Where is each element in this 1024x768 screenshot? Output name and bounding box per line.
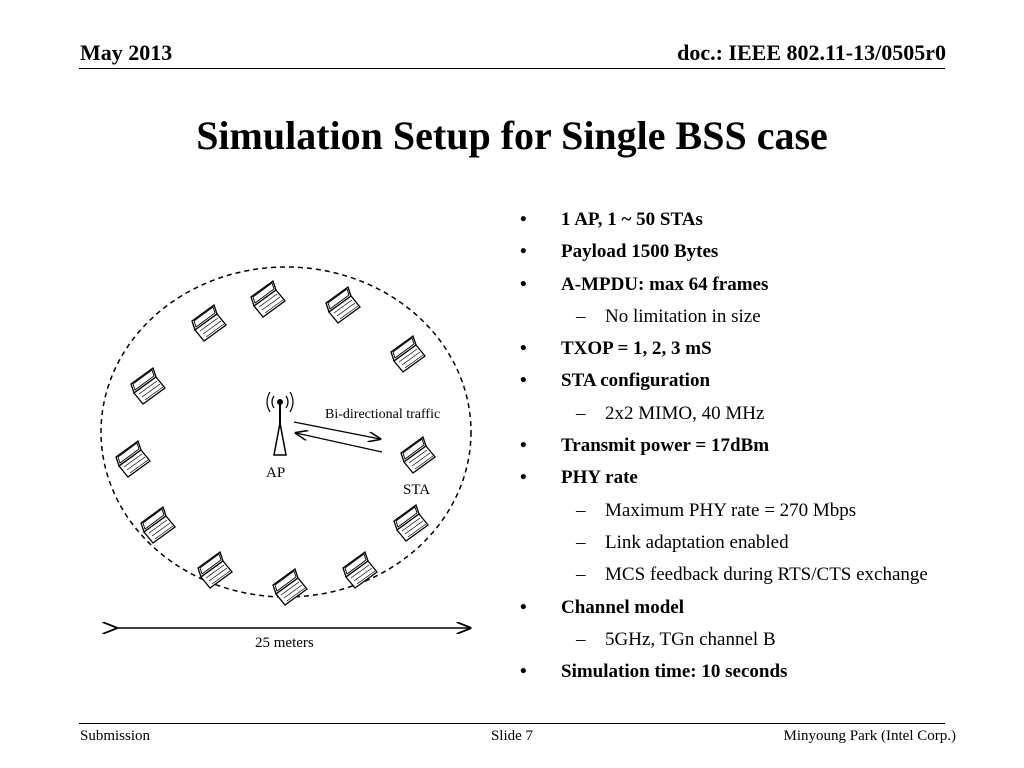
bullet-mark: •: [520, 209, 527, 230]
bullet-item: [520, 240, 980, 263]
laptop-icon: [326, 287, 360, 323]
laptop-icon: [273, 569, 307, 605]
bullet-mark: –: [576, 499, 586, 521]
bullet-item: [520, 434, 980, 457]
sub-bullet-item: [520, 563, 980, 586]
bullet-text: Simulation time: 10 seconds: [561, 661, 788, 683]
ap-label: AP: [266, 465, 286, 481]
header-rule: [79, 68, 945, 69]
sub-bullet-item: [520, 531, 980, 554]
bullet-text: MCS feedback during RTS/CTS exchange: [605, 564, 928, 586]
bullet-item: [520, 337, 980, 360]
uplink-arrow: [296, 433, 382, 452]
distance-label: 25 meters: [255, 635, 314, 651]
sta-label: STA: [403, 482, 431, 498]
laptop-icon: [141, 507, 175, 543]
bullet-text: Channel model: [561, 596, 684, 618]
bullet-mark: •: [520, 370, 527, 392]
bullet-mark: •: [520, 435, 527, 457]
header-date: May 2013: [80, 40, 173, 65]
bullet-text: No limitation in size: [605, 305, 761, 327]
bullet-list: [520, 208, 980, 692]
bullet-mark: •: [520, 661, 527, 683]
sub-bullet-item: [520, 628, 980, 651]
bullet-mark: –: [576, 564, 586, 586]
sub-bullet-item: [520, 402, 980, 425]
laptop-icon: [394, 505, 428, 541]
laptop-icon: [391, 336, 425, 372]
sub-bullet-item: [520, 305, 980, 328]
bullet-text: STA configuration: [561, 370, 711, 392]
bullet-mark: •: [520, 241, 527, 263]
traffic-label: Bi-directional traffic: [325, 407, 441, 422]
laptop-icon: [401, 437, 435, 473]
bullet-text: Payload 1500 Bytes: [561, 241, 719, 263]
bullet-mark: •: [520, 273, 527, 295]
bullet-mark: –: [576, 628, 586, 650]
laptop-icon: [131, 368, 165, 404]
slide-title: Simulation Setup for Single BSS case: [196, 113, 828, 158]
bullet-mark: •: [520, 596, 527, 618]
header-doc-id: doc.: IEEE 802.11-13/0505r0: [677, 40, 946, 65]
downlink-arrow: [294, 422, 380, 439]
ap-antenna-icon: [267, 392, 293, 455]
laptop-icon: [251, 281, 285, 317]
bullet-mark: –: [576, 402, 586, 424]
sub-bullet-item: [520, 499, 980, 522]
bullet-mark: •: [520, 338, 527, 360]
footer-slide-number: Slide 7: [490, 728, 534, 744]
footer-author: Minyoung Park (Intel Corp.): [783, 728, 956, 744]
footer-rule: [79, 723, 945, 724]
bullet-item: [520, 660, 980, 683]
bullet-text: PHY rate: [561, 467, 638, 489]
bss-coverage-circle: [101, 267, 471, 597]
bullet-text: 5GHz, TGn channel B: [605, 628, 776, 650]
bss-topology-diagram: [90, 255, 490, 655]
bullet-item: [520, 369, 980, 392]
bullet-mark: –: [576, 531, 586, 553]
bullet-text: Transmit power = 17dBm: [561, 435, 770, 457]
bullet-item: [520, 273, 980, 296]
bullet-mark: –: [576, 305, 586, 327]
bullet-item: [520, 596, 980, 619]
laptop-icon: [192, 305, 226, 341]
bullet-text: 1 AP, 1 ~ 50 STAs: [561, 209, 703, 230]
laptop-icon: [198, 552, 232, 588]
bullet-item: [520, 208, 980, 231]
bullet-text: A-MPDU: max 64 frames: [561, 273, 769, 295]
laptop-icon: [116, 441, 150, 477]
footer-submission: Submission: [80, 728, 151, 744]
bullet-text: Link adaptation enabled: [605, 531, 789, 553]
bullet-item: [520, 466, 980, 489]
bullet-text: Maximum PHY rate = 270 Mbps: [605, 499, 857, 521]
bullet-text: 2x2 MIMO, 40 MHz: [605, 402, 765, 424]
bullet-text: TXOP = 1, 2, 3 mS: [561, 338, 712, 360]
bullet-mark: •: [520, 467, 527, 489]
laptop-icon: [343, 552, 377, 588]
